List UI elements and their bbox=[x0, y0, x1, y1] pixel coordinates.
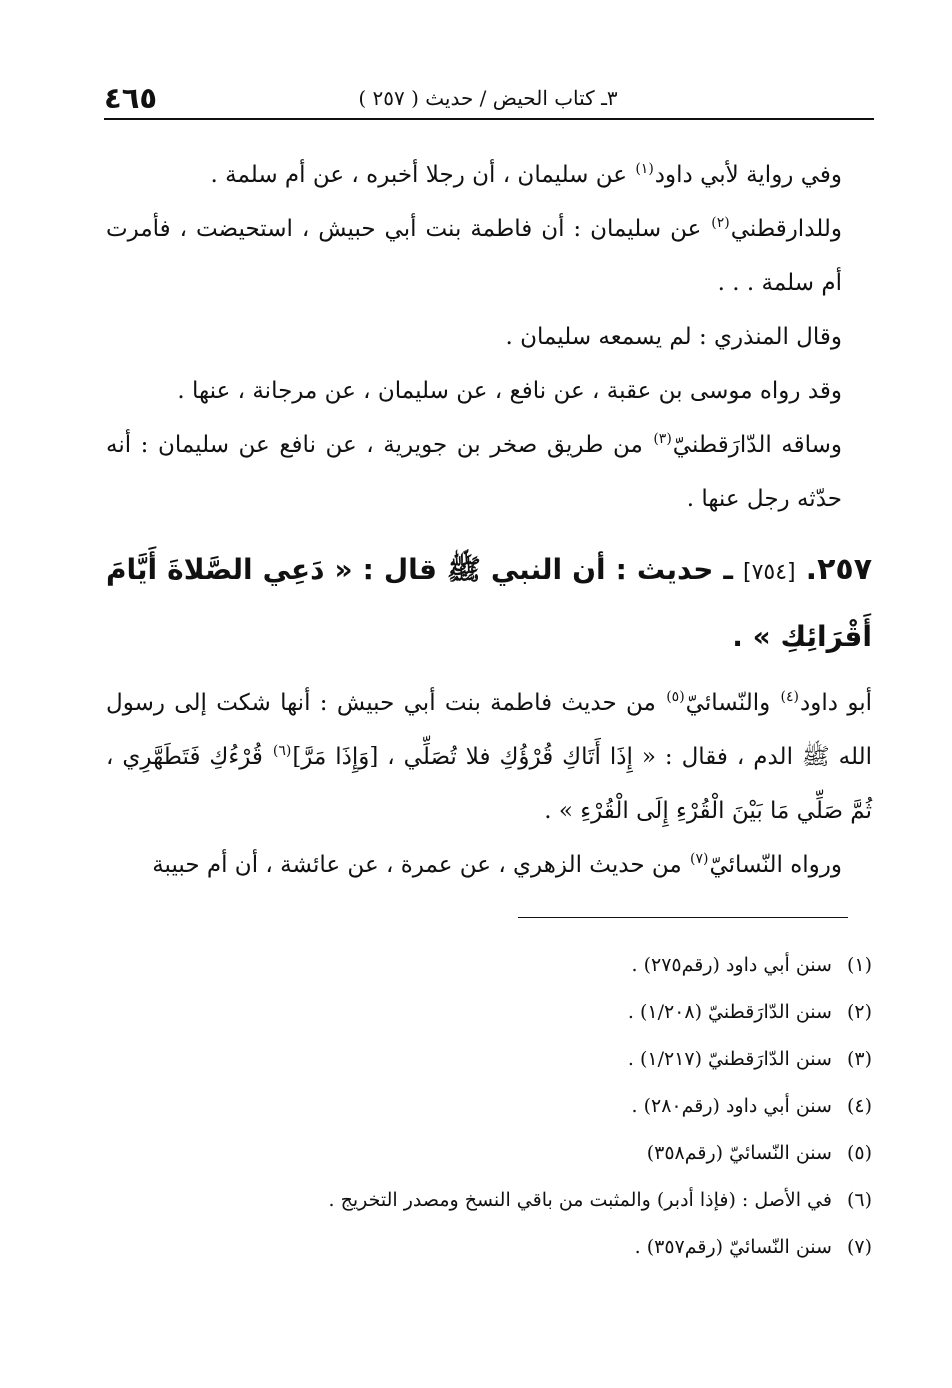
text-run: وللدارقطني bbox=[730, 216, 842, 242]
paragraph bbox=[106, 676, 872, 838]
header-rule bbox=[104, 118, 874, 120]
footnote-ref[interactable]: (٣) bbox=[653, 431, 672, 447]
footnote-item bbox=[106, 1036, 872, 1083]
paragraph bbox=[106, 202, 872, 310]
text-run: من حديث الزهري ، عن عمرة ، عن عائشة ، أن أم حبيبة bbox=[152, 852, 690, 878]
body-text-bottom bbox=[106, 676, 872, 892]
footnote-item bbox=[106, 1083, 872, 1130]
footnote-number: (٣) bbox=[846, 1048, 872, 1070]
footnote-item bbox=[106, 1224, 872, 1271]
footnote-number: (٦) bbox=[846, 1189, 872, 1211]
footnote-item bbox=[106, 1177, 872, 1224]
footnote-text: سنن أبي داود (رقم٢٨٠) . bbox=[631, 1095, 832, 1117]
paragraph: وقال المنذري : لم يسمعه سليمان . bbox=[505, 324, 842, 350]
paragraph bbox=[106, 838, 872, 892]
page-header bbox=[104, 78, 872, 118]
footnote-ref[interactable]: (٤) bbox=[780, 689, 800, 705]
footnote-item bbox=[106, 942, 872, 989]
paragraph: وقد رواه موسى بن عقبة ، عن نافع ، عن سليمان ، عن مرجانة ، عنها . bbox=[177, 378, 842, 404]
footnote-ref[interactable]: (١) bbox=[635, 161, 654, 177]
hadith-text: ـ حديث : أن النبي ﷺ قال : « دَعِي الصَّلاةَ أَيَّامَ أَقْرَائِكِ » . bbox=[106, 553, 872, 653]
footnote-item bbox=[106, 989, 872, 1036]
text-run: من طريق صخر بن جويرية ، عن نافع عن سليمان : أنه حدّثه رجل عنها . bbox=[106, 432, 842, 512]
footnote-number: (٧) bbox=[846, 1236, 872, 1258]
footnote-text: سنن الدّارَقطنيّ (١/٢١٧) . bbox=[627, 1048, 832, 1070]
footnote-number: (١) bbox=[846, 954, 872, 976]
footnote-text: في الأصل : (فإذا أدبر) والمثبت من باقي النسخ ومصدر التخريج . bbox=[328, 1189, 832, 1211]
hadith-number: ٢٥٧. bbox=[805, 552, 873, 587]
text-run: عن سليمان : أن فاطمة بنت أبي حبيش ، استحيضت ، فأمرت أم سلمة . . . bbox=[106, 216, 842, 296]
footnote-ref[interactable]: (٦) bbox=[272, 743, 292, 759]
text-run: أبو داود bbox=[800, 690, 872, 716]
text-run: عن سليمان ، أن رجلا أخبره ، عن أم سلمة . bbox=[210, 162, 635, 188]
text-run: وساقه الدّارَقطنيّ bbox=[672, 432, 842, 458]
hadith-heading bbox=[106, 538, 872, 669]
footnote-number: (٢) bbox=[846, 1001, 872, 1023]
footnote-text: سنن النّسائيّ (رقم٣٥٨) bbox=[646, 1142, 832, 1164]
footnote-text: سنن أبي داود (رقم٢٧٥) . bbox=[631, 954, 832, 976]
text-run: وفي رواية لأبي داود bbox=[654, 162, 842, 188]
footnote-ref[interactable]: (٢) bbox=[711, 215, 730, 231]
footnote-rule bbox=[518, 917, 848, 918]
paragraph bbox=[106, 418, 872, 526]
footnote-ref[interactable]: (٥) bbox=[666, 689, 685, 705]
footnote-item bbox=[106, 1130, 872, 1177]
text-run: من حديث فاطمة بنت أبي حبيش : أنها شكت إلى رسول الله ﷺ الدم ، فقال : « إِذَا أَتَاكِ قُرْؤُكِ فلا تُصَلِّي ، [وَإِذَا مَرَّ] bbox=[106, 690, 872, 770]
hadith-cross-ref: [٧٥٤] bbox=[743, 560, 796, 585]
running-head: ٣ـ كتاب الحيض / حديث ( ٢٥٧ ) bbox=[358, 86, 618, 110]
body-text-top bbox=[106, 148, 872, 526]
footnote-number: (٤) bbox=[846, 1095, 872, 1117]
footnote-text: سنن النّسائيّ (رقم٣٥٧) . bbox=[634, 1236, 832, 1258]
page-number: ٤٦٥ bbox=[104, 81, 158, 115]
footnote-number: (٥) bbox=[846, 1142, 872, 1164]
footnote-text: سنن الدّارَقطنيّ (١/٢٠٨) . bbox=[627, 1001, 832, 1023]
text-run: قُرْءُكِ فَتَطَهَّرِي ، ثُمَّ صَلِّي مَا بَيْنَ الْقُرْءِ إِلَى الْقُرْءِ » . bbox=[106, 744, 872, 824]
footnote-ref[interactable]: (٧) bbox=[690, 851, 709, 867]
footnotes bbox=[106, 942, 872, 1271]
text-run: ورواه النّسائيّ bbox=[709, 852, 842, 878]
paragraph bbox=[106, 148, 872, 202]
text-run: والنّسائيّ bbox=[685, 690, 780, 716]
